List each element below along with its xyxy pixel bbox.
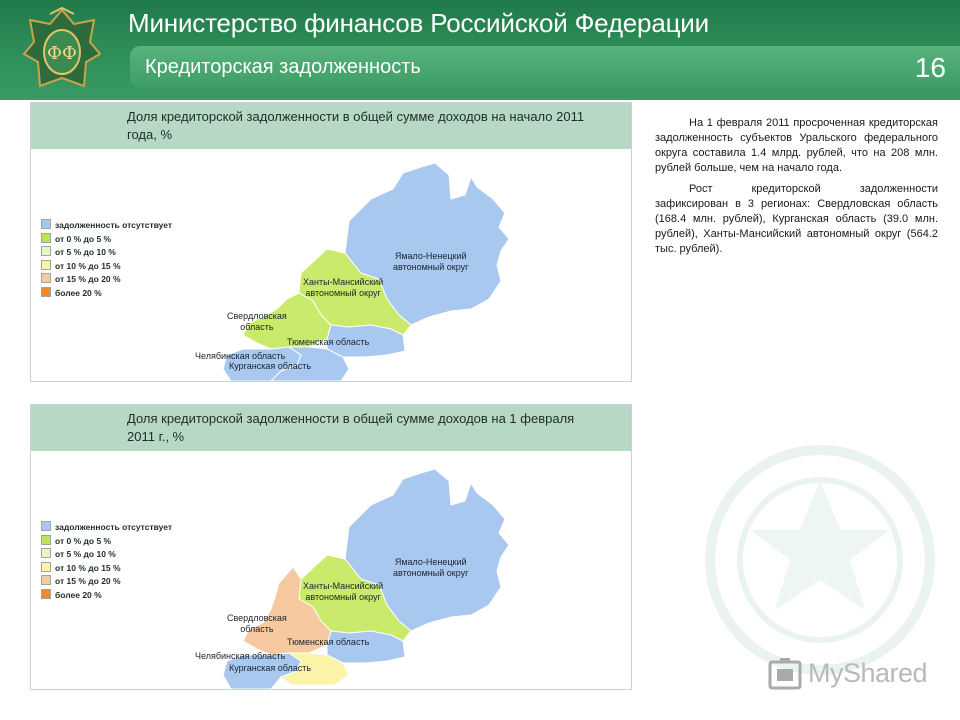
map-legend	[41, 219, 241, 300]
map-legend	[41, 521, 241, 602]
legend-item: более 20 %	[41, 287, 241, 301]
ministry-name: Министерство финансов Российской Федерации	[128, 8, 709, 38]
label-kurgan: Курганская область	[229, 361, 312, 371]
label-khmao: Ханты-Мансийский автономный округ	[303, 277, 384, 298]
legend-swatch	[41, 548, 51, 558]
label-sverdlovsk: Свердловская область	[227, 613, 287, 634]
legend-item: от 0 % до 5 %	[41, 233, 241, 247]
legend-swatch	[41, 535, 51, 545]
legend-item: от 15 % до 20 %	[41, 575, 241, 589]
label-chelyabinsk: Челябинская область	[195, 651, 286, 661]
legend-swatch	[41, 219, 51, 229]
legend-item: от 5 % до 10 %	[41, 548, 241, 562]
legend-swatch	[41, 562, 51, 572]
legend-swatch	[41, 246, 51, 256]
header-band	[0, 0, 960, 100]
label-chelyabinsk: Челябинская область	[195, 351, 286, 361]
label-tyumen: Тюменская область	[287, 337, 370, 347]
legend-swatch	[41, 260, 51, 270]
label-khmao: Ханты-Мансийский автономный округ	[303, 581, 384, 602]
emblem-watermark-icon	[690, 430, 950, 690]
legend-swatch	[41, 233, 51, 243]
label-yamal: Ямало-Ненецкий автономный округ	[393, 251, 469, 272]
page-title: Кредиторская задолженность	[145, 56, 421, 78]
legend-item: от 10 % до 15 %	[41, 260, 241, 274]
map-caption: Доля кредиторской задолженности в общей сумме доходов на 1 февраля 2011 г., %	[127, 411, 575, 444]
map-panel-start-2011	[30, 102, 632, 382]
map-caption: Доля кредиторской задолженности в общей сумме доходов на начало 2011 года, %	[127, 109, 585, 142]
label-yamal: Ямало-Ненецкий автономный округ	[393, 557, 469, 578]
legend-item: от 0 % до 5 %	[41, 535, 241, 549]
label-sverdlovsk: Свердловская область	[227, 311, 287, 332]
label-kurgan: Курганская область	[229, 663, 312, 673]
legend-swatch	[41, 273, 51, 283]
summary-text	[655, 116, 938, 263]
summary-paragraph-2: Рост кредиторской задолженности зафиксирован в 3 регионах: Свердловская область (168.4 млн. рублей), Курганская область (39.0 млн. рублей), Ханты-Мансийский автономный округ (564.2 тыс. рублей).	[655, 183, 938, 255]
legend-item: от 5 % до 10 %	[41, 246, 241, 260]
myshared-logo[interactable]: MyShared	[808, 658, 928, 688]
page-number: 16	[914, 52, 946, 83]
summary-paragraph-1: На 1 февраля 2011 просроченная кредиторская задолженность субъектов Уральского федерального округа составила 1.4 млрд. рублей, что на 208 млн. рублей больше, чем на начало года.	[655, 117, 938, 174]
legend-item: более 20 %	[41, 589, 241, 603]
legend-item: задолженность отсутствует	[41, 219, 241, 233]
legend-swatch	[41, 575, 51, 585]
legend-swatch	[41, 589, 51, 599]
legend-item: от 15 % до 20 %	[41, 273, 241, 287]
legend-swatch	[41, 287, 51, 297]
legend-item: задолженность отсутствует	[41, 521, 241, 535]
map-panel-feb-2011	[30, 404, 632, 690]
label-tyumen: Тюменская область	[287, 637, 370, 647]
ministry-emblem-icon	[20, 6, 104, 96]
legend-item: от 10 % до 15 %	[41, 562, 241, 576]
svg-text:ФФ: ФФ	[47, 43, 77, 64]
legend-swatch	[41, 521, 51, 531]
